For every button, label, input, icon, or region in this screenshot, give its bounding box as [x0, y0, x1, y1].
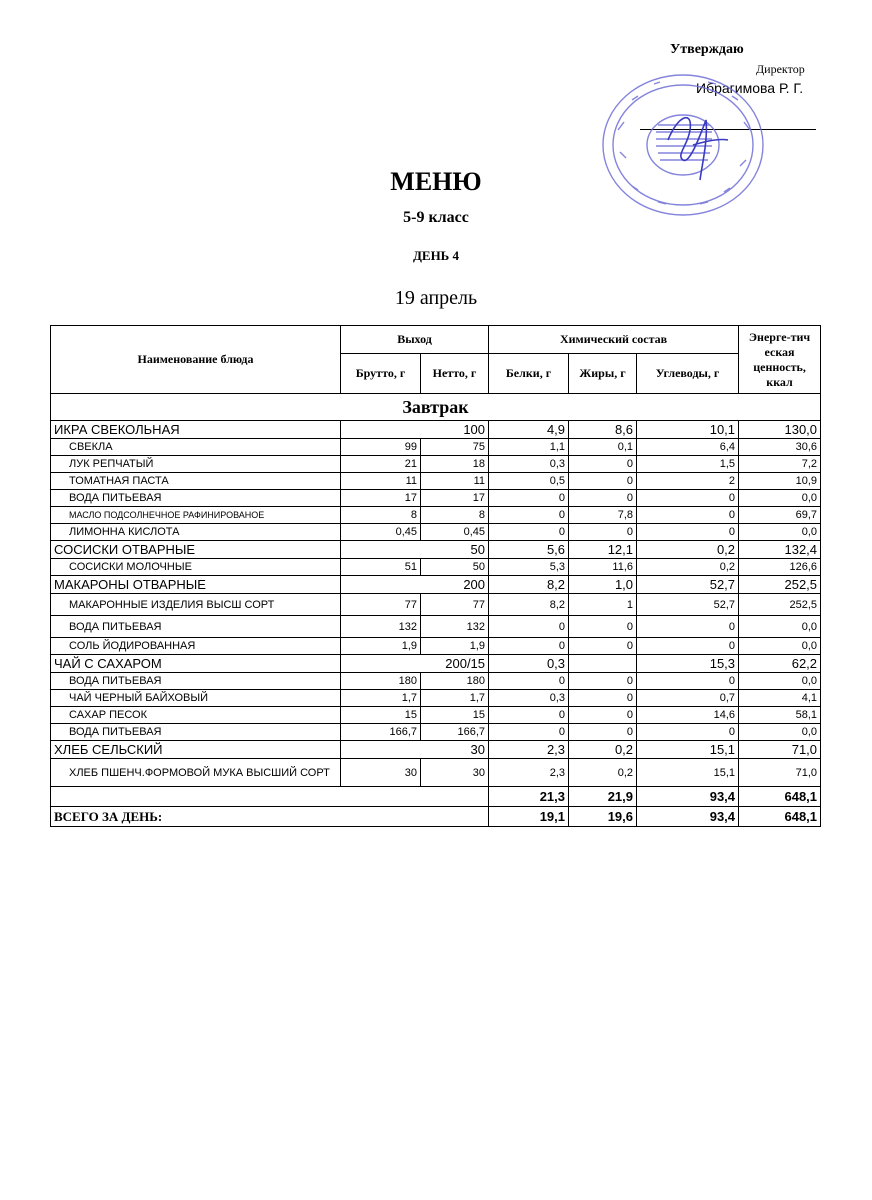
carbs-value: 6,4	[637, 439, 739, 456]
energy-value: 4,1	[739, 690, 821, 707]
total-protein: 19,1	[489, 807, 569, 827]
fat-value: 0,2	[569, 741, 637, 759]
ingredient-row	[51, 524, 821, 541]
protein-value: 8,2	[489, 576, 569, 594]
dish-name: СОСИСКИ МОЛОЧНЫЕ	[51, 559, 341, 576]
header-output: Выход	[341, 326, 489, 354]
protein-value: 0,3	[489, 655, 569, 673]
brutto-value: 0,45	[341, 524, 421, 541]
dish-name: ИКРА СВЕКОЛЬНАЯ	[51, 421, 341, 439]
netto-value: 50	[421, 559, 489, 576]
ingredient-row	[51, 638, 821, 655]
dish-name: САХАР ПЕСОК	[51, 707, 341, 724]
total-carbs: 93,4	[637, 807, 739, 827]
dish-name: ЛУК РЕПЧАТЫЙ	[51, 456, 341, 473]
ingredient-row	[51, 456, 821, 473]
energy-value: 58,1	[739, 707, 821, 724]
ingredient-row	[51, 616, 821, 638]
brutto-value: 11	[341, 473, 421, 490]
header-dish-name: Наименование блюда	[51, 326, 341, 394]
brutto-value: 21	[341, 456, 421, 473]
protein-value: 2,3	[489, 741, 569, 759]
protein-value: 0,3	[489, 690, 569, 707]
menu-title: МЕНЮ	[390, 167, 482, 196]
date-label: 19 апрель	[394, 287, 478, 309]
netto-value: 18	[421, 456, 489, 473]
fat-value: 11,6	[569, 559, 637, 576]
grade-label: 5-9 класс	[403, 209, 469, 226]
dish-name: МАСЛО ПОДСОЛНЕЧНОЕ РАФИНИРОВАНОЕ	[51, 507, 341, 524]
carbs-value: 0	[637, 724, 739, 741]
carbs-value: 15,1	[637, 759, 739, 787]
ingredient-row	[51, 690, 821, 707]
ingredient-row	[51, 507, 821, 524]
protein-value: 0,3	[489, 456, 569, 473]
fat-value: 0	[569, 524, 637, 541]
protein-value: 0	[489, 724, 569, 741]
dish-name: ВОДА ПИТЬЕВАЯ	[51, 724, 341, 741]
dish-name: МАКАРОНЫ ОТВАРНЫЕ	[51, 576, 341, 594]
output-weight: 200	[341, 576, 489, 594]
fat-value: 0,2	[569, 759, 637, 787]
total-fat: 19,6	[569, 807, 637, 827]
protein-value: 0	[489, 707, 569, 724]
header-protein: Белки, г	[489, 354, 569, 394]
fat-value: 8,6	[569, 421, 637, 439]
brutto-value: 8	[341, 507, 421, 524]
netto-value: 132	[421, 616, 489, 638]
fat-value: 12,1	[569, 541, 637, 559]
carbs-value: 0,7	[637, 690, 739, 707]
total-row	[51, 807, 821, 827]
dish-row	[51, 655, 821, 673]
dish-name: ХЛЕБ ПШЕНЧ.ФОРМОВОЙ МУКА ВЫСШИЙ СОРТ	[51, 759, 341, 787]
brutto-value: 180	[341, 673, 421, 690]
header-brutto: Брутто, г	[341, 354, 421, 394]
protein-value: 5,6	[489, 541, 569, 559]
official-stamp	[598, 70, 768, 220]
brutto-value: 1,9	[341, 638, 421, 655]
day-label: ДЕНЬ 4	[412, 248, 460, 263]
carbs-value: 0	[637, 673, 739, 690]
energy-value: 252,5	[739, 576, 821, 594]
dish-row	[51, 741, 821, 759]
header-netto: Нетто, г	[421, 354, 489, 394]
dish-name: ВОДА ПИТЬЕВАЯ	[51, 673, 341, 690]
dish-name: ЛИМОННА КИСЛОТА	[51, 524, 341, 541]
netto-value: 17	[421, 490, 489, 507]
netto-value: 75	[421, 439, 489, 456]
fat-value: 0	[569, 473, 637, 490]
output-weight: 200/15	[341, 655, 489, 673]
brutto-value: 77	[341, 594, 421, 616]
subtotal-protein: 21,3	[489, 787, 569, 807]
carbs-value: 0,2	[637, 541, 739, 559]
ingredient-row	[51, 490, 821, 507]
brutto-value: 99	[341, 439, 421, 456]
energy-value: 0,0	[739, 490, 821, 507]
protein-value: 0	[489, 490, 569, 507]
energy-value: 0,0	[739, 673, 821, 690]
brutto-value: 17	[341, 490, 421, 507]
dish-row	[51, 541, 821, 559]
dish-name: ЧАЙ ЧЕРНЫЙ БАЙХОВЫЙ	[51, 690, 341, 707]
dish-name: ЧАЙ С САХАРОМ	[51, 655, 341, 673]
carbs-value: 0,2	[637, 559, 739, 576]
section-breakfast: Завтрак	[51, 394, 821, 421]
output-weight: 30	[341, 741, 489, 759]
fat-value: 0	[569, 707, 637, 724]
ingredient-row	[51, 759, 821, 787]
netto-value: 166,7	[421, 724, 489, 741]
protein-value: 0	[489, 673, 569, 690]
netto-value: 8	[421, 507, 489, 524]
brutto-value: 166,7	[341, 724, 421, 741]
energy-value: 30,6	[739, 439, 821, 456]
ingredient-row	[51, 673, 821, 690]
energy-value: 126,6	[739, 559, 821, 576]
energy-value: 0,0	[739, 524, 821, 541]
carbs-value: 0	[637, 490, 739, 507]
carbs-value: 0	[637, 524, 739, 541]
energy-value: 0,0	[739, 638, 821, 655]
fat-value: 1	[569, 594, 637, 616]
netto-value: 1,9	[421, 638, 489, 655]
ingredient-row	[51, 473, 821, 490]
netto-value: 0,45	[421, 524, 489, 541]
energy-value: 71,0	[739, 759, 821, 787]
dish-name: ВОДА ПИТЬЕВАЯ	[51, 616, 341, 638]
fat-value: 0	[569, 616, 637, 638]
protein-value: 1,1	[489, 439, 569, 456]
carbs-value: 0	[637, 638, 739, 655]
ingredient-row	[51, 439, 821, 456]
ingredient-row	[51, 594, 821, 616]
netto-value: 11	[421, 473, 489, 490]
dish-row	[51, 421, 821, 439]
fat-value: 0	[569, 490, 637, 507]
protein-value: 8,2	[489, 594, 569, 616]
fat-value: 0	[569, 456, 637, 473]
carbs-value: 15,3	[637, 655, 739, 673]
energy-value: 7,2	[739, 456, 821, 473]
brutto-value: 15	[341, 707, 421, 724]
output-weight: 100	[341, 421, 489, 439]
approval-title: Утверждаю	[670, 42, 744, 57]
carbs-value: 1,5	[637, 456, 739, 473]
fat-value: 1,0	[569, 576, 637, 594]
netto-value: 180	[421, 673, 489, 690]
menu-table	[50, 325, 821, 827]
energy-value: 62,2	[739, 655, 821, 673]
ingredient-row	[51, 724, 821, 741]
brutto-value: 1,7	[341, 690, 421, 707]
dish-name: СОЛЬ ЙОДИРОВАННАЯ	[51, 638, 341, 655]
protein-value: 0	[489, 507, 569, 524]
fat-value: 0,1	[569, 439, 637, 456]
dish-name: ВОДА ПИТЬЕВАЯ	[51, 490, 341, 507]
ingredient-row	[51, 707, 821, 724]
brutto-value: 30	[341, 759, 421, 787]
carbs-value: 10,1	[637, 421, 739, 439]
energy-value: 132,4	[739, 541, 821, 559]
fat-value: 0	[569, 638, 637, 655]
protein-value: 0,5	[489, 473, 569, 490]
energy-value: 71,0	[739, 741, 821, 759]
netto-value: 15	[421, 707, 489, 724]
energy-value: 0,0	[739, 724, 821, 741]
fat-value: 0	[569, 724, 637, 741]
dish-name: ХЛЕБ СЕЛЬСКИЙ	[51, 741, 341, 759]
ingredient-row	[51, 559, 821, 576]
total-label: ВСЕГО ЗА ДЕНЬ:	[51, 807, 489, 827]
carbs-value: 2	[637, 473, 739, 490]
protein-value: 0	[489, 524, 569, 541]
output-weight: 50	[341, 541, 489, 559]
energy-value: 130,0	[739, 421, 821, 439]
carbs-value: 52,7	[637, 576, 739, 594]
fat-value: 7,8	[569, 507, 637, 524]
protein-value: 5,3	[489, 559, 569, 576]
subtotal-row	[51, 787, 821, 807]
dish-name: СВЕКЛА	[51, 439, 341, 456]
approval-role: Директор	[756, 62, 805, 76]
energy-value: 10,9	[739, 473, 821, 490]
approval-name: Ибрагимова Р. Г.	[696, 80, 804, 96]
brutto-value: 51	[341, 559, 421, 576]
protein-value: 2,3	[489, 759, 569, 787]
header-carbs: Углеводы, г	[637, 354, 739, 394]
dish-name: ТОМАТНАЯ ПАСТА	[51, 473, 341, 490]
dish-name: МАКАРОННЫЕ ИЗДЕЛИЯ ВЫСШ СОРТ	[51, 594, 341, 616]
carbs-value: 15,1	[637, 741, 739, 759]
energy-value: 0,0	[739, 616, 821, 638]
protein-value: 4,9	[489, 421, 569, 439]
protein-value: 0	[489, 638, 569, 655]
fat-value	[569, 655, 637, 673]
energy-value: 252,5	[739, 594, 821, 616]
carbs-value: 52,7	[637, 594, 739, 616]
netto-value: 30	[421, 759, 489, 787]
subtotal-fat: 21,9	[569, 787, 637, 807]
dish-name: СОСИСКИ ОТВАРНЫЕ	[51, 541, 341, 559]
netto-value: 77	[421, 594, 489, 616]
header-chemical: Химический состав	[489, 326, 739, 354]
total-energy: 648,1	[739, 807, 821, 827]
energy-value: 69,7	[739, 507, 821, 524]
netto-value: 1,7	[421, 690, 489, 707]
subtotal-carbs: 93,4	[637, 787, 739, 807]
carbs-value: 0	[637, 507, 739, 524]
header-fat: Жиры, г	[569, 354, 637, 394]
carbs-value: 0	[637, 616, 739, 638]
fat-value: 0	[569, 673, 637, 690]
dish-row	[51, 576, 821, 594]
carbs-value: 14,6	[637, 707, 739, 724]
subtotal-energy: 648,1	[739, 787, 821, 807]
fat-value: 0	[569, 690, 637, 707]
protein-value: 0	[489, 616, 569, 638]
brutto-value: 132	[341, 616, 421, 638]
header-energy: Энерге-тич еская ценность, ккал	[739, 326, 821, 394]
